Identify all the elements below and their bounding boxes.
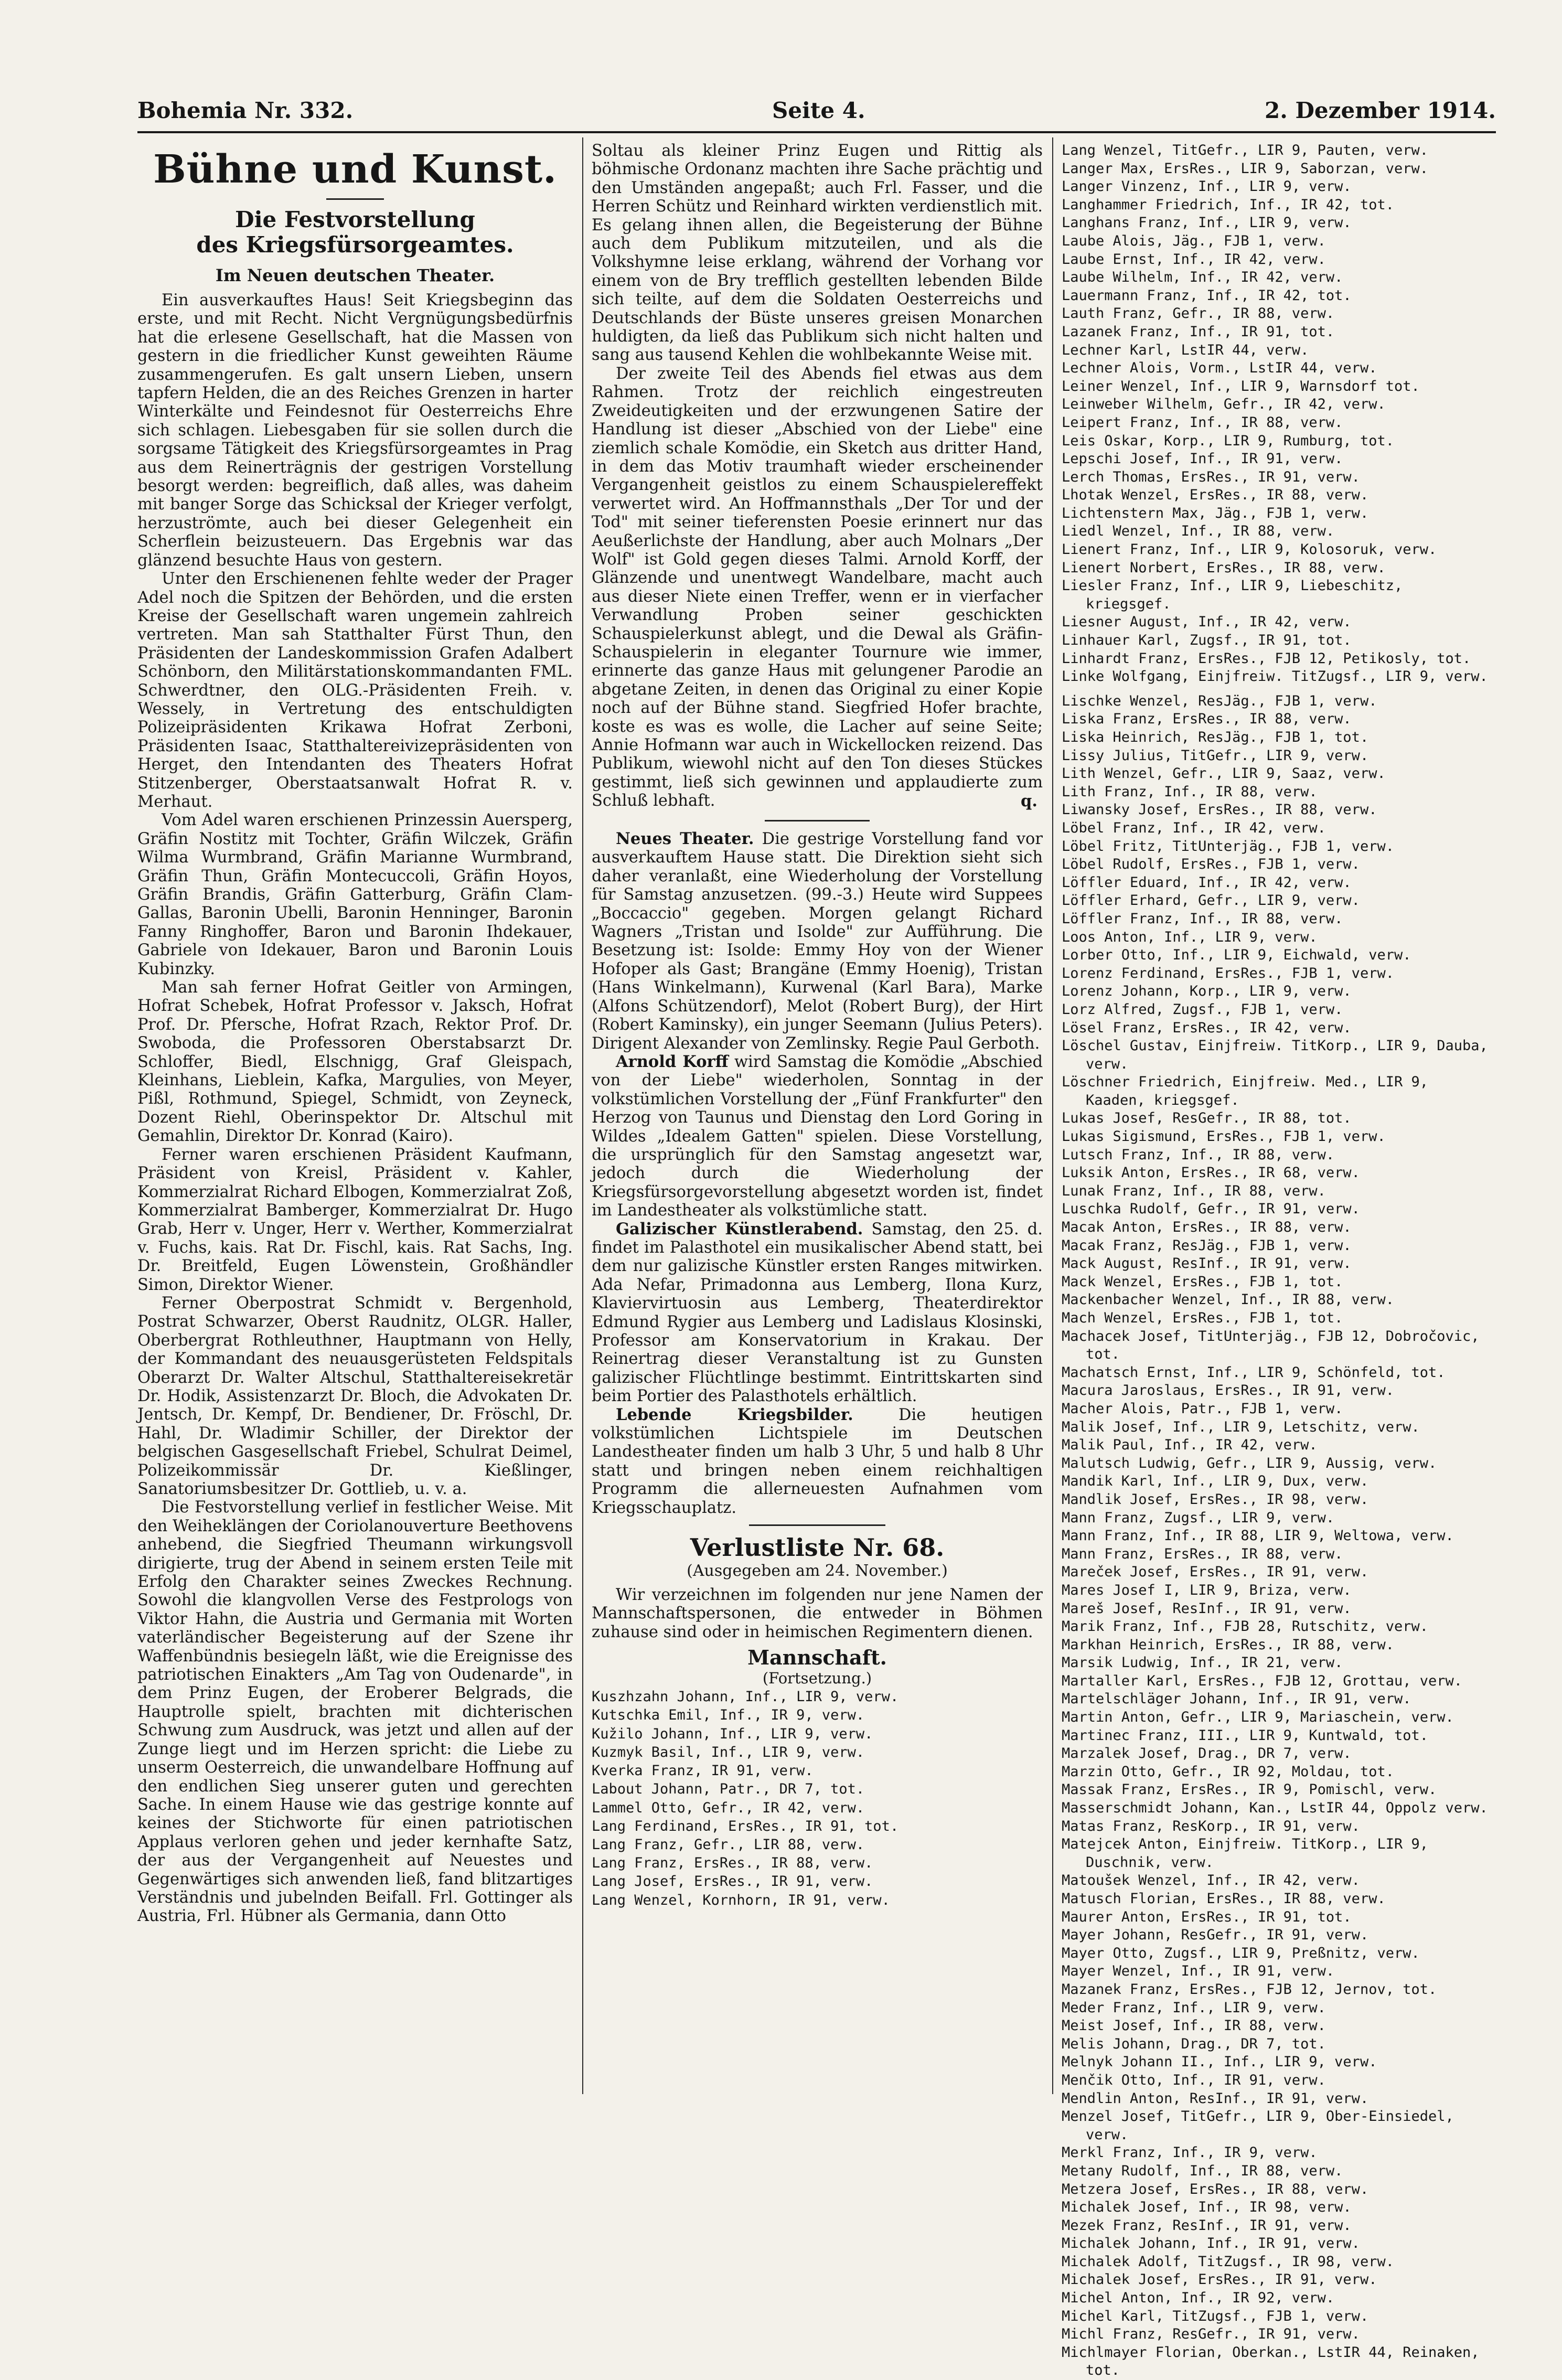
casualty-entry: Martelschläger Johann, Inf., IR 91, verw. (1062, 1691, 1411, 1707)
section-title: Bühne und Kunst. (153, 147, 557, 192)
casualty-entry: Kuszhzahn Johann, Inf., LIR 9, verw. (592, 1689, 899, 1705)
news-item-neues-theater (592, 830, 1043, 1053)
casualty-entry: Masserschmidt Johann, Kan., LstIR 44, Oppolz verw. (1062, 1800, 1488, 1817)
casualty-entry: Lerch Thomas, ErsRes., IR 91, verw. (1062, 468, 1360, 485)
casualty-entry: Lutsch Franz, Inf., IR 88, verw. (1062, 1146, 1335, 1163)
casualty-entry: Macak Anton, ErsRes., IR 88, verw. (1062, 1219, 1352, 1236)
casualty-entry: Luschka Rudolf, Gefr., IR 91, verw. (1062, 1201, 1360, 1218)
casualty-list-title: Verlustliste Nr. 68. (690, 1533, 945, 1562)
casualty-entry: Lhotak Wenzel, ErsRes., IR 88, verw. (1062, 487, 1369, 504)
casualty-entry: Luksik Anton, ErsRes., IR 68, verw. (1062, 1165, 1360, 1181)
casualty-entry: Lechner Alois, Vorm., LstIR 44, verw. (1062, 360, 1377, 377)
news-lead: Lebende Kriegsbilder. (616, 1405, 853, 1424)
news-text: Samstag, den 25. d. findet im Palasthotel ein musikalischer Abend statt, bei dem nur galizische Künstler ersten Ranges mitwirken. Ada Nefar, Primadonna aus Lemberg, Ilona Kurz, Klaviervirtuosin aus Lemberg, Theaterdirektor Edmund Rygier aus Lemberg und Ladislaus Klosinski, Professor am Konservatorium in Krakau. Der Reinertrag dieser Veranstaltung ist zu Gunsten galizischer Flüchtlinge bestimmt. Eintrittskarten sind beim Portier des Palasthotels erhältlich. (592, 1220, 1043, 1406)
casualty-entry: Liesner August, Inf., IR 42, verw. (1062, 614, 1352, 631)
casualty-entry: Liwansky Josef, ErsRes., IR 88, verw. (1062, 802, 1377, 818)
casualty-entry: Lorber Otto, Inf., LIR 9, Eichwald, verw. (1062, 947, 1411, 964)
casualty-entry: Mack Wenzel, ErsRes., FJB 1, tot. (1062, 1273, 1343, 1290)
casualty-entry: Leinweber Wilhelm, Gefr., IR 42, verw. (1062, 396, 1386, 413)
casualty-entry: Michalek Adolf, TitZugsf., IR 98, verw. (1062, 2253, 1394, 2270)
news-lead: Neues Theater. (616, 829, 754, 849)
casualty-entry: Malik Paul, Inf., IR 42, verw. (1062, 1437, 1318, 1454)
casualty-entry: Lazanek Franz, Inf., IR 91, tot. (1062, 323, 1335, 340)
casualty-entry: Lang Franz, Gefr., LIR 88, verw. (592, 1836, 865, 1853)
casualty-entry: Langer Max, ErsRes., LIR 9, Saborzan, verw. (1062, 160, 1428, 177)
casualty-entry: Lukas Josef, ResGefr., IR 88, tot. (1062, 1110, 1352, 1127)
casualty-entry: Lorenz Johann, Korp., LIR 9, verw. (1062, 983, 1352, 1000)
casualty-entry: Macak Franz, ResJäg., FJB 1, verw. (1062, 1237, 1352, 1254)
casualty-entry: Metany Rudolf, Inf., IR 88, verw. (1062, 2162, 1343, 2179)
casualty-entry: Lang Franz, ErsRes., IR 88, verw. (592, 1855, 873, 1872)
article-paragraph: Vom Adel waren erschienen Prinzessin Auersperg, Gräfin Nostitz mit Tochter, Gräfin Wilczek, Gräfin Wilma Wurmbrand, Gräfin Marianne Wurmbrand, Gräfin Thun, Gräfin Montecuccoli, Gräfin Hoyos, Gräfin Brandis, Gräfin Gatterburg, Gräfin Clam-Gallas, Baronin Ubelli, Baronin Henninger, Baronin Fanny Ringhoffer, Baron und Baronin Ihdekauer, Gabriele von Idekauer, Baron und Baronin Louis Kubinzky. (137, 811, 573, 978)
casualty-entry: Löffler Eduard, Inf., IR 42, verw. (1062, 874, 1352, 891)
casualty-entry: Lorenz Ferdinand, ErsRes., FJB 1, verw. (1062, 965, 1394, 981)
casualty-entry: Linke Wolfgang, Einjfreiw. TitZugsf., LIR 9, verw. (1062, 668, 1488, 685)
casualty-entry: Kuzmyk Basil, Inf., LIR 9, verw. (592, 1744, 865, 1760)
casualty-entry: Mares Josef I, LIR 9, Briza, verw. (1062, 1582, 1352, 1598)
casualty-entry: Löbel Fritz, TitUnterjäg., FJB 1, verw. (1062, 838, 1394, 855)
casualty-entry: Melis Johann, Drag., DR 7, tot. (1062, 2035, 1326, 2052)
casualty-entry: Mach Wenzel, ErsRes., FJB 1, tot. (1062, 1310, 1343, 1326)
casualty-entry: Matoušek Wenzel, Inf., IR 42, verw. (1062, 1872, 1360, 1889)
casualty-entry: Liska Franz, ErsRes., IR 88, verw. (1062, 711, 1352, 728)
masthead-issue: Bohemia Nr. 332. (137, 98, 354, 123)
casualty-entry: Lukas Sigismund, ErsRes., FJB 1, verw. (1062, 1128, 1386, 1145)
article-paragraph: Man sah ferner Hofrat Geitler von Armingen, Hofrat Schebek, Hofrat Professor v. Jaksch, Hofrat Prof. Dr. Pfersche, Hofrat Rzach, Rektor Prof. Dr. Swoboda, die Professoren Oberstabsarzt Dr. Schloffer, Biedl, Elschnigg, Graf Gleispach, Kleinhans, Lieblein, Kafka, Margulies, von Meyer, Pißl, Rothmund, Spiegel, Schmidt, von Zeyneck, Dozent Riehl, Oberinspektor Dr. Altschul mit Gemahlin, Direktor Dr. Konrad (Kairo). (137, 978, 573, 1146)
casualty-entry: Markhan Heinrich, ErsRes., IR 88, verw. (1062, 1636, 1394, 1653)
article-paragraph: Ferner Oberpostrat Schmidt v. Bergenhold, Postrat Schwarzer, Oberst Raudnitz, OLGR. Haller, Oberbergrat Rothleuthner, Hauptmann von Helly, der Kommandant des neuausgerüsteten Feldspitals Oberarzt Dr. Walter Altschul, Statthaltereisekretär Dr. Hodik, Assistenzarzt Dr. Bloch, die Advokaten Dr. Jentsch, Dr. Kempf, Dr. Bendiener, Dr. Fröschl, Dr. Hahl, Dr. Wladimir Schiller, der Direktor der belgischen Gasgesellschaft Friebel, Schulrat Deimel, Polizeikommissär Dr. Kießlinger, Sanatoriumsbesitzer Dr. Gottlieb, u. v. a. (137, 1294, 573, 1498)
issue-date: 2. Dezember 1914. (1265, 98, 1496, 123)
casualty-entry: Marik Franz, Inf., FJB 28, Rutschitz, verw. (1062, 1618, 1428, 1635)
casualty-entry: Mandlik Josef, ErsRes., IR 98, verw. (1062, 1491, 1369, 1508)
casualty-entry: Martaller Karl, ErsRes., FJB 12, Grottau, verw. (1062, 1672, 1463, 1689)
header-rule (137, 131, 1496, 133)
casualty-entry: Macura Jaroslaus, ErsRes., IR 91, verw. (1062, 1382, 1394, 1399)
casualty-entry: Lith Franz, Inf., IR 88, verw. (1062, 783, 1318, 800)
casualty-entry: Lauth Franz, Gefr., IR 88, verw. (1062, 305, 1335, 322)
casualty-entry: Löbel Rudolf, ErsRes., FJB 1, verw. (1062, 856, 1360, 873)
article-headline-1: Die Festvorstellung (235, 207, 475, 232)
page-number: Seite 4. (772, 98, 865, 123)
casualty-entry: Löschner Friedrich, Einjfreiw. Med., LIR 9, Kaaden, kriegsgef. (1062, 1074, 1428, 1108)
casualty-entry: Lichtenstern Max, Jäg., FJB 1, verw. (1062, 505, 1369, 521)
casualty-entry (1062, 686, 1496, 692)
column-3 (1062, 142, 1496, 2379)
column-1 (137, 142, 573, 2093)
casualty-entry: Lischke Wenzel, ResJäg., FJB 1, verw. (1062, 692, 1377, 709)
casualty-entry: Mazanek Franz, ErsRes., FJB 12, Jernov, tot. (1062, 1981, 1437, 1998)
casualty-entry: Lang Ferdinand, ErsRes., IR 91, tot. (592, 1818, 899, 1834)
casualty-entry: Lang Josef, ErsRes., IR 91, verw. (592, 1873, 873, 1890)
casualty-entry: Michel Anton, Inf., IR 92, verw. (1062, 2290, 1335, 2307)
casualty-entry: Machacek Josef, TitUnterjäg., FJB 12, Dobročovic, tot. (1062, 1328, 1480, 1363)
casualty-entry: Merkl Franz, Inf., IR 9, verw. (1062, 2144, 1318, 2161)
article-venue: Im Neuen deutschen Theater. (215, 265, 495, 285)
casualty-entry: Kužilo Johann, Inf., LIR 9, verw. (592, 1725, 873, 1742)
casualty-entry: Liedl Wenzel, Inf., IR 88, verw. (1062, 523, 1335, 540)
casualty-entry: Liesler Franz, Inf., LIR 9, Liebeschitz, kriegsgef. (1062, 578, 1403, 612)
casualty-entry: Michalek Josef, Inf., IR 98, verw. (1062, 2199, 1352, 2216)
casualty-entry: Lammel Otto, Gefr., IR 42, verw. (592, 1799, 865, 1816)
casualty-entry: Lorz Alfred, Zugsf., FJB 1, verw. (1062, 1001, 1343, 1018)
casualty-list-col2 (592, 1688, 1043, 1909)
casualty-list-continued: (Fortsetzung.) (762, 1669, 872, 1688)
casualty-entry: Kutschka Emil, Inf., IR 9, verw. (592, 1707, 865, 1724)
casualty-entry: Löbel Franz, Inf., IR 42, verw. (1062, 819, 1326, 836)
casualty-entry: Martin Anton, Gefr., LIR 9, Mariaschein, verw. (1062, 1709, 1454, 1726)
casualty-entry: Lienert Franz, Inf., LIR 9, Kolosoruk, verw. (1062, 541, 1437, 558)
casualty-entry: Mendlin Anton, ResInf., IR 91, verw. (1062, 2090, 1369, 2107)
casualty-entry: Mandik Karl, Inf., LIR 9, Dux, verw. (1062, 1473, 1369, 1490)
news-lead: Galizischer Künstlerabend. (616, 1219, 863, 1239)
casualty-entry: Marzin Otto, Gefr., IR 92, Moldau, tot. (1062, 1763, 1394, 1780)
casualty-entry: Labout Johann, Patr., DR 7, tot. (592, 1781, 865, 1798)
author-signature: q. (1021, 791, 1037, 810)
column-2 (592, 142, 1043, 2093)
casualty-entry: Marsik Ludwig, Inf., IR 21, verw. (1062, 1655, 1343, 1671)
page-header (137, 93, 1496, 130)
casualty-entry: Mack August, ResInf., IR 91, verw. (1062, 1255, 1352, 1272)
casualty-entry: Lösel Franz, ErsRes., IR 42, verw. (1062, 1019, 1352, 1036)
casualty-entry: Mezek Franz, ResInf., IR 91, verw. (1062, 2217, 1352, 2234)
article-paragraph: Die Festvorstellung verlief in festlicher Weise. Mit den Weiheklängen der Coriolanouverture Beethovens anhebend, die Siegfried Theumann wirkungsvoll dirigierte, trug der Abend in seinem ersten Teile mit Erfolg den Charakter seines Zweckes Rechnung. Sowohl die klangvollen Verse des Festprologs von Viktor Hahn, die Austria und Germania mit Worten vaterländischer Begeisterung auf der Szene ihr Waffenbündnis besiegeln läßt, wie die Ereignisse des patriotischen Einakters „Am Tag von Oudenarde", in dem Prinz Eugen, der Eroberer Belgrads, die Hauptrolle spielt, brachten mit dichterischen Schwung zum Ausdruck, was jetzt und allen auf der Zunge liegt und im Herzen spricht: die Liebe zu unserm Oesterreich, die unwandelbare Hoffnung auf den endlichen Sieg unserer guten und gerechten Sache. In einem Hause wie das gestrige konnte auf keines der Stichworte für einen patriotischen Applaus verloren gehen und jeder kernhafte Satz, der aus der Vergangenheit auf Neuestes und Gegenwärtiges sich anwenden ließ, fand blitzartiges Verständnis und jubelnden Beifall. Frl. Gottinger als Austria, Frl. Hübner als Germania, dann Otto (137, 1498, 573, 1926)
casualty-entry: Laube Wilhelm, Inf., IR 42, verw. (1062, 269, 1343, 286)
casualty-entry: Lepschi Josef, Inf., IR 91, verw. (1062, 451, 1343, 467)
casualty-entry: Machatsch Ernst, Inf., LIR 9, Schönfeld, tot. (1062, 1364, 1446, 1381)
casualty-list-heading: Mannschaft. (747, 1646, 887, 1670)
casualty-entry: Macher Alois, Patr., FJB 1, verw. (1062, 1400, 1343, 1417)
casualty-entry: Metzera Josef, ErsRes., IR 88, verw. (1062, 2181, 1369, 2197)
casualty-entry: Langhans Franz, Inf., LIR 9, verw. (1062, 215, 1352, 231)
casualty-entry: Lang Wenzel, TitGefr., LIR 9, Pauten, verw. (1062, 142, 1428, 158)
casualty-entry: Menzel Josef, TitGefr., LIR 9, Ober-Einsiedel, verw. (1062, 2108, 1454, 2143)
article-paragraph: Der zweite Teil des Abends fiel etwas aus dem Rahmen. Trotz der reichlich eingestreuten Zweideutigkeiten und der erzwungenen Satire der Handlung ist dieser „Abschied von der Liebe" eine ziemlich schale Komödie, ein Sketch aus dritter Hand, in dem das Motiv traumhaft wieder erscheinender Vergangenheit geistlos zu einem Schauspielereffekt verwertet wird. An Hoffmannsthals „Der Tor und der Tod" mit seiner tieferensten Poesie erinnert nur das Aeußerlichste der Handlung, aber auch Molnars „Der Wolf" ist Gold gegen dieses Talmi. Arnold Korff, der Glänzende und unentwegt Wandelbare, macht auch aus dieser Niete einen Treffer, wenn er in vierfacher Verwandlung Proben seiner geschickten Schauspielerkunst ablegt, und die Dewal als Gräfin-Schauspielerin in eleganter Tournure wie immer, erinnerte das ganze Haus mit gelungener Parodie an abgetane Zeiten, in denen das Original zu einer Kopie noch auf der Bühne stand. Siegfried Hofer brachte, koste es was es wolle, die Lacher auf seine Seite; Annie Hofmann war auch in Wickellocken reizend. Das Publikum, wiewohl nicht auf den Ton dieses Stückes gestimmt, ließ sich gewinnen und applaudierte zum Schluß lebhaft. (592, 364, 1043, 810)
casualty-entry: Mann Franz, ErsRes., IR 88, verw. (1062, 1545, 1343, 1562)
casualty-entry: Menčik Otto, Inf., IR 91, verw. (1062, 2072, 1326, 2088)
casualty-entry: Meist Josef, Inf., IR 88, verw. (1062, 2018, 1326, 2034)
casualty-entry: Mayer Wenzel, Inf., IR 91, verw. (1062, 1963, 1335, 1980)
casualty-entry: Lissy Julius, TitGefr., LIR 9, verw. (1062, 747, 1369, 764)
casualty-list-date: (Ausgegeben am 24. November.) (687, 1562, 948, 1581)
casualty-entry: Mareček Josef, ErsRes., IR 91, verw. (1062, 1564, 1369, 1581)
casualty-entry: Melnyk Johann II., Inf., LIR 9, verw. (1062, 2054, 1377, 2071)
casualty-entry: Michalek Josef, ErsRes., IR 91, verw. (1062, 2271, 1377, 2288)
article-headline-2: des Kriegsfürsorgeamtes. (196, 232, 514, 258)
casualty-entry: Mayer Johann, ResGefr., IR 91, verw. (1062, 1927, 1369, 1944)
article-paragraph: Soltau als kleiner Prinz Eugen und Rittig als böhmische Ordonanz machten ihre Sache prächtig und den Umständen angepaßt; auch Frl. Fasser, und die Herren Schütz und Reinhard wirkten verdienstlich mit. Es gelang ihnen allen, die Begeisterung der Bühne auch dem Publikum mitzuteilen, und als die Volkshymne leise erklang, während der Vorhang vor einem von de Bry trefflich gestellten lebenden Bilde sich teilte, auf dem die Soldaten Oesterreichs und Deutschlands der Büste unseres greisen Monarchen huldigten, da ließ das Publikum sich nicht halten und sang aus tausend Kehlen die wohlbekannte Weise mit. (592, 142, 1043, 365)
casualty-entry: Liska Heinrich, ResJäg., FJB 1, tot. (1062, 729, 1369, 745)
casualty-entry: Löschel Gustav, Einjfreiw. TitKorp., LIR 9, Dauba, verw. (1062, 1038, 1488, 1072)
casualty-entry: Lang Wenzel, Kornhorn, IR 91, verw. (592, 1892, 890, 1908)
casualty-entry: Marzalek Josef, Drag., DR 7, verw. (1062, 1745, 1352, 1762)
casualty-entry: Leipert Franz, Inf., IR 88, verw. (1062, 414, 1343, 431)
column-divider-1 (582, 137, 583, 2094)
news-text: Die gestrige Vorstellung fand vor ausverkauftem Hause statt. Die Direktion sieht sich daher veranlaßt, eine Wiederholung der Vorstellung für Samstag anzusetzen. (99.-3.) Heute wird Suppees „Boccaccio" gegeben. Morgen gelangt Richard Wagners „Tristan und Isolde" zur Aufführung. Die Besetzung ist: Isolde: Emmy Hoy von der Wiener Hofoper als Gast; Brangäne (Emmy Hoenig), Tristan (Hans Winkelmann), Kurwenal (Karl Bara), Marke (Alfons Schützendorf), Melot (Robert Burg), der Hirt (Robert Kaminsky), ein junger Seemann (Julius Peters). Dirigent Alexander von Zemlinsky. Regie Paul Gerboth. (592, 830, 1043, 1053)
casualty-entry: Michlmayer Florian, Oberkan., LstIR 44, Reinaken, tot. (1062, 2344, 1480, 2379)
casualty-entry: Massak Franz, ErsRes., IR 9, Pomischl, verw. (1062, 1781, 1437, 1798)
casualty-entry: Linhardt Franz, ErsRes., FJB 12, Petikosly, tot. (1062, 650, 1471, 667)
casualty-entry: Mackenbacher Wenzel, Inf., IR 88, verw. (1062, 1292, 1394, 1308)
title-dash (326, 198, 384, 200)
casualty-entry: Matejcek Anton, Einjfreiw. TitKorp., LIR 9, Duschnik, verw. (1062, 1836, 1428, 1871)
section-separator (749, 1524, 885, 1526)
casualty-entry: Leis Oskar, Korp., LIR 9, Rumburg, tot. (1062, 432, 1394, 449)
casualty-entry: Laube Alois, Jäg., FJB 1, verw. (1062, 232, 1326, 249)
casualty-entry: Malutsch Ludwig, Gefr., LIR 9, Aussig, verw. (1062, 1455, 1437, 1471)
section-separator (765, 820, 870, 821)
casualty-entry: Kverka Franz, IR 91, verw. (592, 1763, 814, 1779)
article-paragraph: Ein ausverkauftes Haus! Seit Kriegsbeginn das erste, und mit Recht. Nicht Vergnügungsbedürfnis hat die erlesene Gesellschaft, hat die Massen von gestern in die friedlicher Kunst geweihten Räume zusammengerufen. Es galt unsern Lieben, unsern tapfern Helden, die an des Reiches Grenzen in harter Winterkälte und Feindesnot für Oesterreichs Ehre sich schlagen. Liebesgaben für sie sollen durch die sorgsame Tätigkeit des Kriegsfürsorgeamtes in Prag aus dem Reinerträgnis der gestrigen Vorstellung besorgt werden: begreiflich, daß alles, was daheim mit banger Sorge das Schicksal der Krieger verfolgt, herzuströmte, auch bei dieser Gelegenheit ein Scherflein beizusteuern. Das Ergebnis war das glänzend besuchte Haus von gestern. (137, 291, 573, 570)
news-lead: Arnold Korff (616, 1052, 729, 1071)
casualty-list-col3 (1062, 142, 1496, 2380)
casualty-entry: Lith Wenzel, Gefr., LIR 9, Saaz, verw. (1062, 765, 1386, 782)
news-item-arnold-korff (592, 1053, 1043, 1220)
news-item-kuenstlerabend (592, 1220, 1043, 1406)
casualty-entry: Lechner Karl, LstIR 44, verw. (1062, 341, 1309, 358)
casualty-entry: Matas Franz, ResKorp., IR 91, verw. (1062, 1818, 1360, 1834)
casualty-entry: Langer Vinzenz, Inf., LIR 9, verw. (1062, 178, 1352, 195)
casualty-entry: Lauermann Franz, Inf., IR 42, tot. (1062, 287, 1352, 304)
casualty-entry: Leiner Wenzel, Inf., LIR 9, Warnsdorf tot. (1062, 378, 1420, 394)
casualty-entry: Mann Franz, Zugsf., LIR 9, verw. (1062, 1509, 1335, 1526)
article-paragraph: Ferner waren erschienen Präsident Kaufmann, Präsident von Kreisl, Präsident v. Kahler, Kommerzialrat Richard Elbogen, Kommerzialrat Zoß, Kommerzialrat Bamberger, Kommerzialrat Dr. Hugo Grab, Herr v. Unger, Herr v. Werther, Kommerzialrat v. Fuchs, kais. Rat Dr. Fischl, kais. Rat Sachs, Ing. Dr. Breitfeld, Eugen Löwenstein, Großhändler Simon, Direktor Wiener. (137, 1145, 573, 1294)
news-text: wird Samstag die Komödie „Abschied von der Liebe" wiederholen, Sonntag in der volkstümlichen Vorstellung der „Fünf Frankfurter" den Herzog von Taunus und Dienstag den Lord Goring in Wildes „Idealem Gatten" spielen. Diese Vorstellung, die ursprünglich für den Samstag angesetzt war, jedoch durch die Wiederholung der Kriegsfürsorgevorstellung abgesetzt worden ist, findet im Landestheater als volkstümliche statt. (592, 1052, 1043, 1220)
casualty-entry: Lunak Franz, Inf., IR 88, verw. (1062, 1182, 1326, 1199)
article-paragraph: Unter den Erschienenen fehlte weder der Prager Adel noch die Spitzen der Behörden, und die ersten Kreise der Gesellschaft waren ungemein zahlreich vertreten. Man sah Statthalter Fürst Thun, den Präsidenten der Landeskommission Grafen Adalbert Schönborn, den Militärstationskommandanten FML. Schwerdtner, den OLG.-Präsidenten Freih. v. Wessely, in Vertretung des entschuldigten Polizeipräsidenten Krikawa Hofrat Zerboni, Präsidenten Isaac, Statthaltereivizepräsidenten von Herget, den Intendanten des Theaters Hofrat Stitzenberger, Oberstaatsanwalt Hofrat R. v. Merhaut. (137, 570, 573, 811)
casualty-entry: Langhammer Friedrich, Inf., IR 42, tot. (1062, 196, 1394, 213)
casualty-entry: Loos Anton, Inf., LIR 9, verw. (1062, 928, 1318, 945)
casualty-entry: Meder Franz, Inf., LIR 9, verw. (1062, 1999, 1326, 2016)
news-text: Die heutigen volkstümlichen Lichtspiele im Deutschen Landestheater finden um halb 3 Uhr, 5 und halb 8 Uhr statt und bringen neben einem reichhaltigen Programm die allerneuesten Aufnahmen vom Kriegsschauplatz. (592, 1405, 1043, 1517)
casualty-entry: Löffler Erhard, Gefr., LIR 9, verw. (1062, 892, 1360, 909)
casualty-entry: Matusch Florian, ErsRes., IR 88, verw. (1062, 1891, 1386, 1907)
casualty-entry: Maurer Anton, ErsRes., IR 91, tot. (1062, 1908, 1352, 1925)
casualty-entry: Lienert Norbert, ErsRes., IR 88, verw. (1062, 559, 1386, 576)
column-divider-2 (1052, 137, 1053, 2094)
casualty-entry: Malik Josef, Inf., LIR 9, Letschitz, verw. (1062, 1418, 1420, 1435)
casualty-entry: Michel Karl, TitZugsf., FJB 1, verw. (1062, 2308, 1369, 2324)
news-item-kriegsbilder (592, 1406, 1043, 1517)
casualty-list-intro: Wir verzeichnen im folgenden nur jene Namen der Mannschaftspersonen, die entweder in Böhmen zuhause sind oder in heimischen Regimentern dienen. (592, 1586, 1043, 1641)
casualty-entry: Martinec Franz, III., LIR 9, Kuntwald, tot. (1062, 1727, 1428, 1744)
casualty-entry: Mayer Otto, Zugsf., LIR 9, Preßnitz, verw. (1062, 1945, 1420, 1961)
casualty-entry: Linhauer Karl, Zugsf., IR 91, tot. (1062, 632, 1352, 649)
casualty-entry: Löffler Franz, Inf., IR 88, verw. (1062, 910, 1343, 927)
casualty-entry: Mann Franz, Inf., IR 88, LIR 9, Weltowa, verw. (1062, 1528, 1454, 1544)
casualty-entry: Mareš Josef, ResInf., IR 91, verw. (1062, 1600, 1352, 1617)
casualty-entry: Michl Franz, ResGefr., IR 91, verw. (1062, 2326, 1360, 2343)
casualty-entry: Michalek Johann, Inf., IR 91, verw. (1062, 2235, 1360, 2252)
casualty-entry: Laube Ernst, Inf., IR 42, verw. (1062, 251, 1326, 268)
